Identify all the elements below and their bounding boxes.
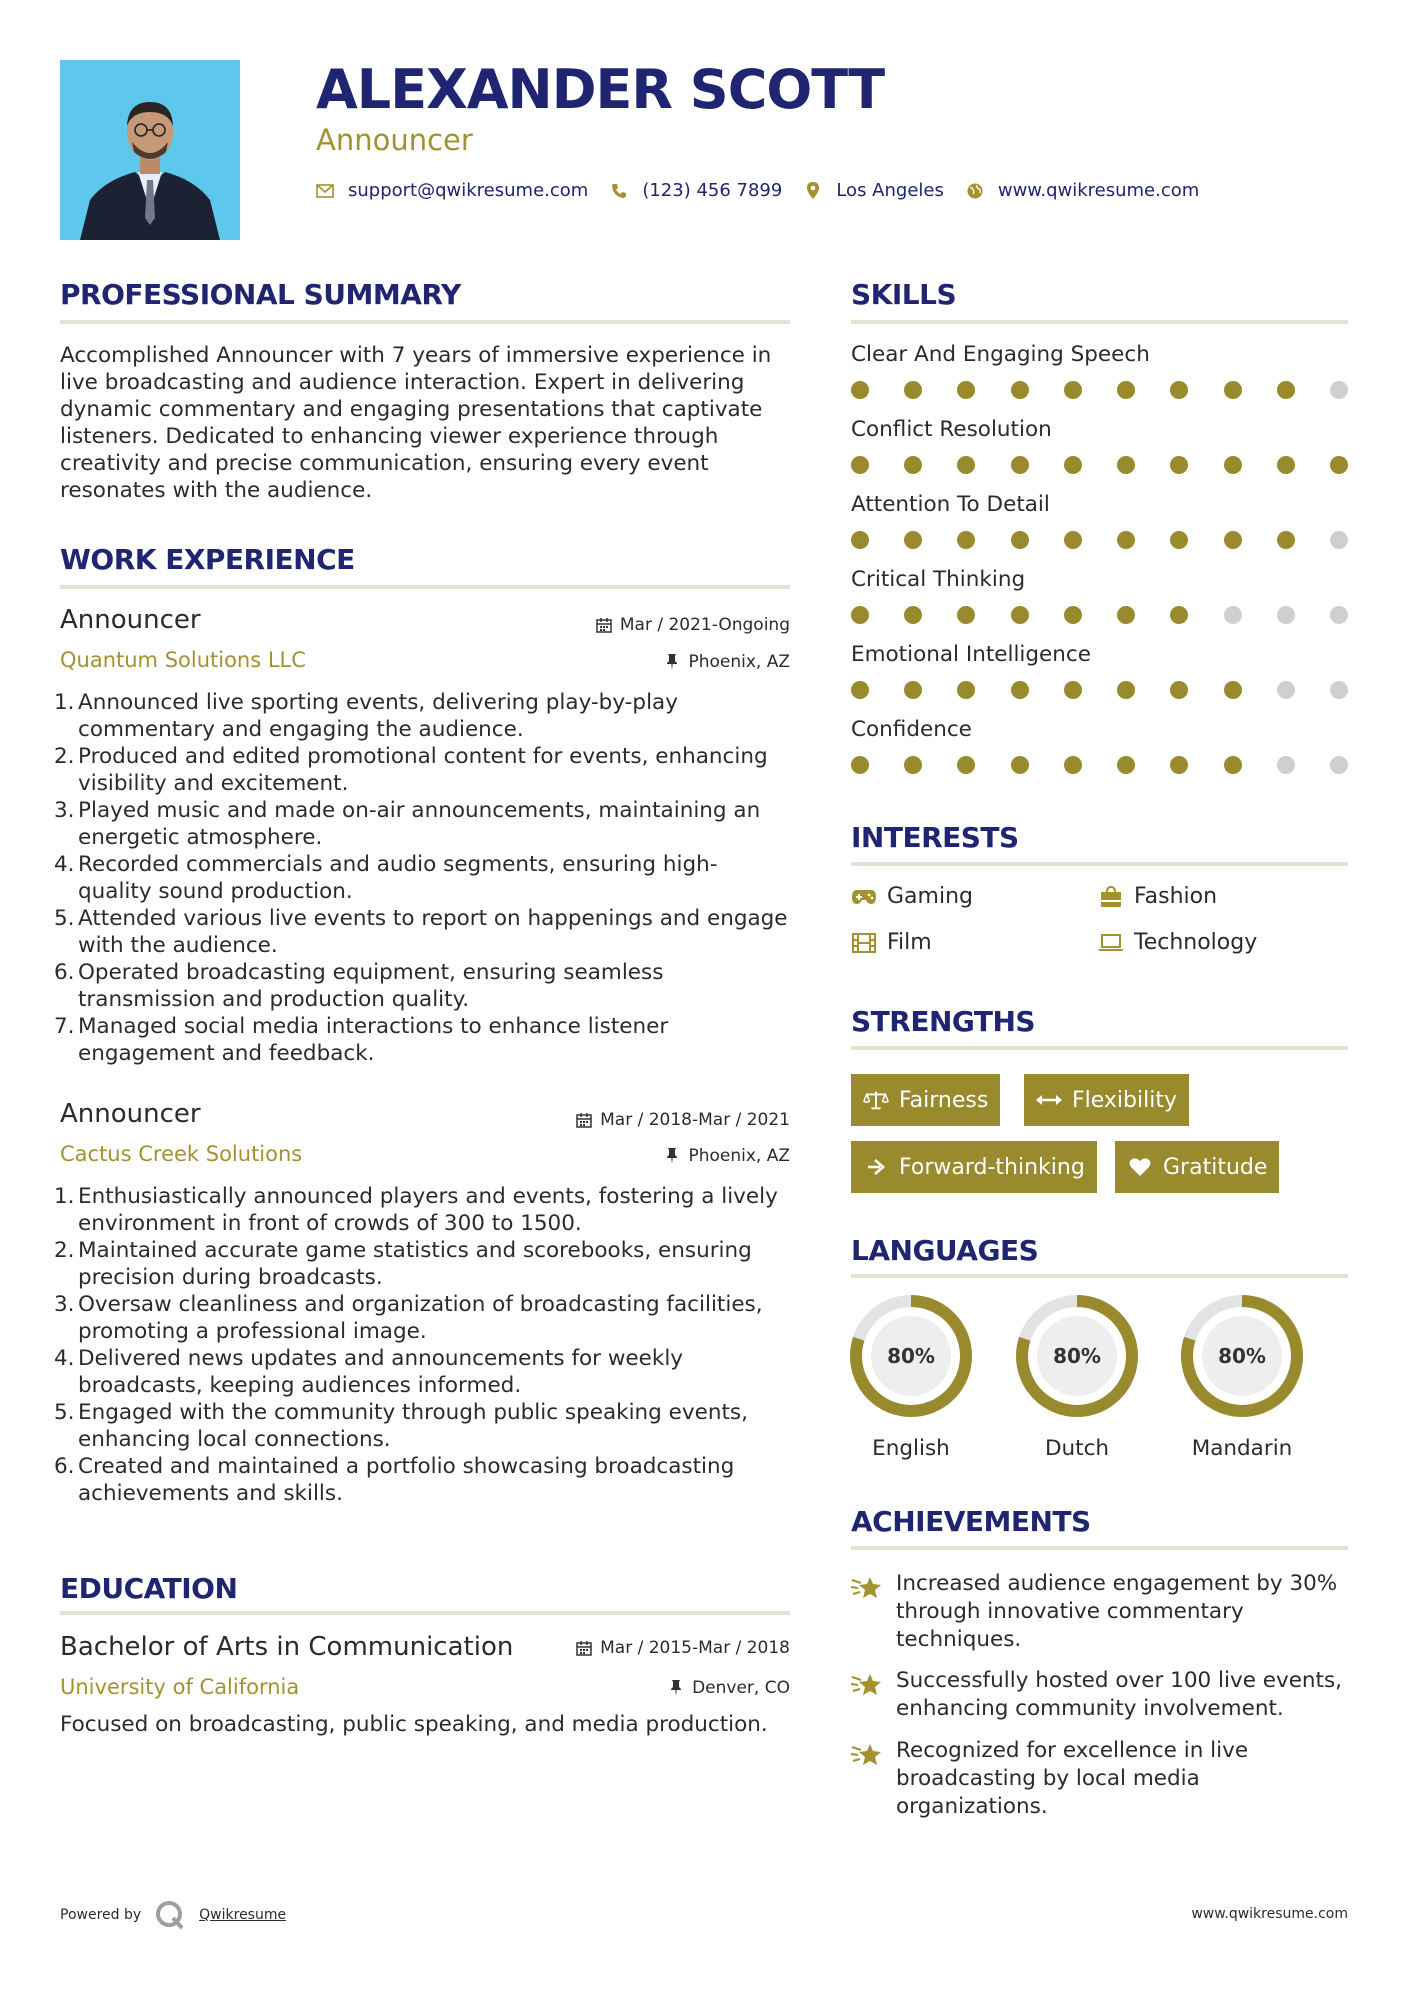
arrows-horizontal-icon xyxy=(1036,1089,1062,1111)
contact-email[interactable] xyxy=(316,180,588,201)
skill-dot xyxy=(1011,606,1029,624)
skill-dot xyxy=(1117,456,1135,474)
list-item: 4. Recorded commercials and audio segments, ensuring high-quality sound production. xyxy=(54,852,718,904)
map-pin-icon xyxy=(804,182,822,200)
job-1-location xyxy=(480,652,790,672)
education-dates xyxy=(480,1638,790,1658)
phone-icon xyxy=(610,182,628,200)
skill-name: Critical Thinking xyxy=(851,567,1026,592)
calendar-icon xyxy=(576,1640,592,1656)
job-2-title: Announcer xyxy=(60,1099,201,1129)
education-degree: Bachelor of Arts in Communication xyxy=(60,1632,514,1662)
language-english xyxy=(849,1294,973,1461)
skill-dot xyxy=(1170,531,1188,549)
strength-label: Gratitude xyxy=(1163,1154,1268,1180)
skill-dot xyxy=(1170,681,1188,699)
skill-dot xyxy=(904,756,922,774)
skill-dot xyxy=(904,381,922,399)
skill-dot xyxy=(1064,381,1082,399)
strength-chip-flexibility xyxy=(1024,1074,1189,1126)
education-location-text: Denver, CO xyxy=(692,1678,790,1698)
list-item: 6. Created and maintained a portfolio showcasing broadcasting achievements and skills. xyxy=(54,1454,735,1506)
list-item: 6. Operated broadcasting equipment, ensuring seamless transmission and production quality. xyxy=(54,960,664,1012)
education-heading: EDUCATION xyxy=(60,1572,238,1605)
skill-dot xyxy=(1330,756,1348,774)
skill-name: Confidence xyxy=(851,717,972,742)
candidate-name: ALEXANDER SCOTT xyxy=(316,58,885,121)
skill-dot xyxy=(904,456,922,474)
contact-bar xyxy=(316,180,1221,201)
job-1-dates-text: Mar / 2021-Ongoing xyxy=(619,615,790,635)
achievement-text: Increased audience engagement by 30% through innovative commentary techniques. xyxy=(896,1571,1338,1652)
job-2-dates-text: Mar / 2018-Mar / 2021 xyxy=(600,1110,790,1130)
list-item: 3. Played music and made on-air announcements, maintaining an energetic atmosphere. xyxy=(54,798,761,850)
strengths-divider xyxy=(851,1046,1348,1050)
globe-icon xyxy=(966,182,984,200)
languages-heading: LANGUAGES xyxy=(851,1234,1039,1267)
job-1-bullets xyxy=(54,689,790,1067)
language-dutch xyxy=(1015,1294,1139,1461)
skill-rating xyxy=(851,531,1348,549)
footer-powered-by xyxy=(60,1900,286,1930)
job-1-title: Announcer xyxy=(60,605,201,635)
shooting-star-icon xyxy=(851,1741,883,1769)
summary-heading: PROFESSIONAL SUMMARY xyxy=(60,278,461,311)
skill-dot xyxy=(851,381,869,399)
contact-website-text: www.qwikresume.com xyxy=(997,180,1200,201)
job-1-dates xyxy=(480,615,790,635)
achievements-heading: ACHIEVEMENTS xyxy=(851,1505,1091,1538)
contact-phone[interactable] xyxy=(610,180,782,201)
skill-dot xyxy=(1064,756,1082,774)
film-icon xyxy=(851,933,877,953)
skill-rating xyxy=(851,681,1348,699)
skill-dot xyxy=(1117,531,1135,549)
summary-text: Accomplished Announcer with 7 years of immersive experience in live broadcasting and audience interaction. Expert in delivering dynamic commentary and engaging presentations that captivate listeners. Dedicated to enhancing viewer experience through creativity and precise communication, ensuring every event resonates with the audience. xyxy=(60,343,772,503)
skill-dot xyxy=(1011,381,1029,399)
interest-film xyxy=(851,930,932,955)
experience-divider xyxy=(60,585,790,589)
interests-divider xyxy=(851,862,1348,866)
education-dates-text: Mar / 2015-Mar / 2018 xyxy=(600,1638,790,1658)
language-name: English xyxy=(872,1436,950,1461)
language-name: Mandarin xyxy=(1191,1436,1293,1461)
skill-dot xyxy=(1011,756,1029,774)
skill-dot xyxy=(1064,606,1082,624)
skill-dot xyxy=(957,606,975,624)
strength-label: Forward-thinking xyxy=(899,1154,1085,1180)
skill-dot xyxy=(904,531,922,549)
powered-by-label: Powered by xyxy=(60,1907,142,1923)
skills-heading: SKILLS xyxy=(851,278,957,311)
strengths-heading: STRENGTHS xyxy=(851,1005,1036,1038)
skill-dot xyxy=(1170,456,1188,474)
list-item: 4. Delivered news updates and announcements for weekly broadcasts, keeping audiences informed. xyxy=(54,1346,684,1398)
skill-dot xyxy=(1224,456,1242,474)
list-item: 3. Oversaw cleanliness and organization of broadcasting facilities, promoting a professional image. xyxy=(54,1292,763,1344)
balance-scale-icon xyxy=(863,1089,889,1111)
summary-divider xyxy=(60,320,790,324)
envelope-icon xyxy=(316,182,334,200)
skill-dot xyxy=(957,756,975,774)
contact-location-text: Los Angeles xyxy=(836,180,944,201)
contact-phone-text: (123) 456 7899 xyxy=(642,180,783,201)
skill-rating xyxy=(851,756,1348,774)
skill-name: Conflict Resolution xyxy=(851,417,1052,442)
skill-dot xyxy=(957,531,975,549)
skill-dot xyxy=(851,756,869,774)
job-2-dates xyxy=(480,1110,790,1130)
contact-location xyxy=(804,180,944,201)
interest-label: Fashion xyxy=(1134,884,1218,909)
list-item: 7. Managed social media interactions to enhance listener engagement and feedback. xyxy=(54,1014,669,1066)
skill-dot xyxy=(957,681,975,699)
skill-dot xyxy=(1224,531,1242,549)
candidate-role: Announcer xyxy=(316,123,473,157)
skill-rating xyxy=(851,456,1348,474)
education-description: Focused on broadcasting, public speaking, and media production. xyxy=(60,1712,768,1737)
skill-dot xyxy=(1170,756,1188,774)
strength-label: Flexibility xyxy=(1072,1087,1177,1113)
qwikresume-link[interactable]: Qwikresume xyxy=(199,1907,287,1923)
language-name: Dutch xyxy=(1044,1436,1110,1461)
interest-technology xyxy=(1098,930,1257,955)
job-2-location xyxy=(480,1146,790,1166)
language-percent: 80% xyxy=(887,1344,935,1368)
skill-name: Attention To Detail xyxy=(851,492,1050,517)
languages-divider xyxy=(851,1274,1348,1278)
skill-dot xyxy=(1277,756,1295,774)
skill-dot xyxy=(851,681,869,699)
skill-dot xyxy=(1011,681,1029,699)
skill-dot xyxy=(1064,681,1082,699)
contact-website[interactable] xyxy=(966,180,1199,201)
skill-dot xyxy=(1277,381,1295,399)
language-percent: 80% xyxy=(1218,1344,1266,1368)
job-2-location-text: Phoenix, AZ xyxy=(688,1146,790,1166)
calendar-icon xyxy=(596,617,612,633)
skill-dot xyxy=(957,456,975,474)
skill-dot xyxy=(1330,606,1348,624)
skills-divider xyxy=(851,320,1348,324)
achievement-text: Successfully hosted over 100 live events, enhancing community involvement. xyxy=(896,1668,1343,1721)
skill-dot xyxy=(1064,456,1082,474)
language-percent: 80% xyxy=(1053,1344,1101,1368)
achievement-text: Recognized for excellence in live broadcasting by local media organizations. xyxy=(896,1738,1249,1819)
skill-dot xyxy=(1170,381,1188,399)
interests-heading: INTERESTS xyxy=(851,821,1019,854)
language-mandarin xyxy=(1180,1294,1304,1461)
skill-dot xyxy=(1117,381,1135,399)
skill-name: Clear And Engaging Speech xyxy=(851,342,1150,367)
shooting-star-icon xyxy=(851,1671,883,1699)
list-item: 2. Produced and edited promotional content for events, enhancing visibility and excitement. xyxy=(54,744,768,796)
pushpin-icon xyxy=(664,1148,680,1164)
list-item: 2. Maintained accurate game statistics and scorebooks, ensuring precision during broadcasts. xyxy=(54,1238,752,1290)
profile-photo xyxy=(60,60,240,240)
skill-name: Emotional Intelligence xyxy=(851,642,1091,667)
skill-dot xyxy=(1330,456,1348,474)
skill-dot xyxy=(904,681,922,699)
skill-dot xyxy=(1277,606,1295,624)
skill-dot xyxy=(1117,681,1135,699)
skill-dot xyxy=(1224,681,1242,699)
skill-dot xyxy=(1224,606,1242,624)
strength-chip-fairness xyxy=(851,1074,1000,1126)
strength-chip-gratitude xyxy=(1115,1141,1279,1193)
interest-gaming xyxy=(851,884,973,909)
shooting-star-icon xyxy=(851,1574,883,1602)
pushpin-icon xyxy=(668,1680,684,1696)
gamepad-icon xyxy=(851,887,877,907)
pushpin-icon xyxy=(664,654,680,670)
skill-dot xyxy=(957,381,975,399)
skill-dot xyxy=(851,456,869,474)
job-2-company: Cactus Creek Solutions xyxy=(60,1142,303,1166)
education-school: University of California xyxy=(60,1675,300,1699)
skill-dot xyxy=(1224,756,1242,774)
education-divider xyxy=(60,1611,790,1615)
qwikresume-logo-icon xyxy=(155,1900,185,1930)
skill-dot xyxy=(851,531,869,549)
experience-heading: WORK EXPERIENCE xyxy=(60,543,355,576)
skill-dot xyxy=(1277,531,1295,549)
shopping-bag-icon xyxy=(1098,887,1124,907)
skill-dot xyxy=(1011,456,1029,474)
skill-dot xyxy=(1117,756,1135,774)
list-item: 1. Announced live sporting events, delivering play-by-play commentary and engaging the audience. xyxy=(54,690,678,742)
contact-email-text: support@qwikresume.com xyxy=(348,180,589,201)
education-location xyxy=(480,1678,790,1698)
skill-rating xyxy=(851,381,1348,399)
skill-dot xyxy=(904,606,922,624)
calendar-icon xyxy=(576,1112,592,1128)
list-item: 5. Attended various live events to report on happenings and engage with the audience. xyxy=(54,906,788,958)
interest-fashion xyxy=(1098,884,1217,909)
interest-label: Technology xyxy=(1134,930,1258,955)
strength-chip-forward-thinking xyxy=(851,1141,1097,1193)
skill-dot xyxy=(1224,381,1242,399)
job-1-location-text: Phoenix, AZ xyxy=(688,652,790,672)
skill-dot xyxy=(1330,681,1348,699)
skill-dot xyxy=(1277,681,1295,699)
achievements-divider xyxy=(851,1546,1348,1550)
job-2-bullets xyxy=(54,1183,800,1507)
laptop-icon xyxy=(1098,933,1124,953)
interest-label: Gaming xyxy=(887,884,973,909)
skill-dot xyxy=(1330,531,1348,549)
skill-dot xyxy=(851,606,869,624)
heart-icon xyxy=(1127,1156,1153,1178)
skill-dot xyxy=(1117,606,1135,624)
skill-rating xyxy=(851,606,1348,624)
list-item: 1. Enthusiastically announced players and events, fostering a lively environment in front of crowds of 300 to 1500. xyxy=(54,1184,778,1236)
skill-dot xyxy=(1277,456,1295,474)
strength-label: Fairness xyxy=(899,1087,989,1113)
skill-dot xyxy=(1064,531,1082,549)
arrow-right-icon xyxy=(863,1156,889,1178)
footer-url[interactable]: www.qwikresume.com xyxy=(1191,1906,1348,1922)
job-1-company: Quantum Solutions LLC xyxy=(60,648,306,672)
skill-dot xyxy=(1170,606,1188,624)
list-item: 5. Engaged with the community through public speaking events, enhancing local connections. xyxy=(54,1400,748,1452)
skill-dot xyxy=(1011,531,1029,549)
interest-label: Film xyxy=(887,930,932,955)
skill-dot xyxy=(1330,381,1348,399)
